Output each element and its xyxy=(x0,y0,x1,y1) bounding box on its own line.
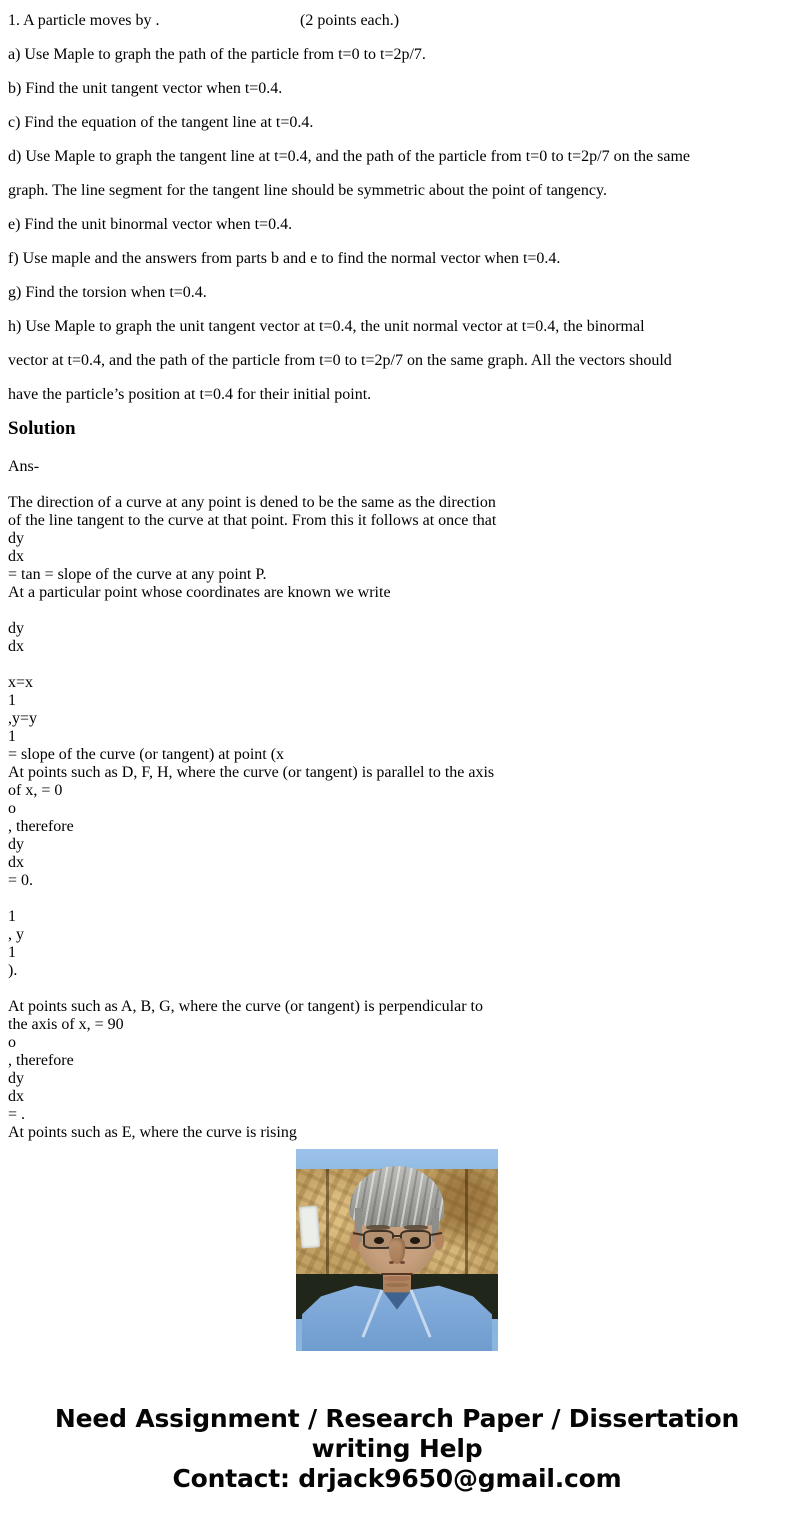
problem-points: (2 points each.) xyxy=(300,12,400,29)
problem-statement xyxy=(8,4,790,412)
solution-heading: Solution xyxy=(8,418,76,439)
solution-line: Ans- xyxy=(8,458,40,475)
solution-line: o xyxy=(8,800,16,817)
promo-footer xyxy=(0,1404,794,1494)
solution-line: 1 xyxy=(8,728,16,745)
problem-line: h) Use Maple to graph the unit tangent vector at t=0.4, the unit normal vector at t=0.4, the binormal xyxy=(8,318,645,335)
wall-groove-right xyxy=(465,1169,468,1286)
solution-line xyxy=(8,890,790,908)
problem-line: b) Find the unit tangent vector when t=0.4. xyxy=(8,80,283,97)
solution-line: the axis of x, = 90 xyxy=(8,1016,124,1033)
solution-line: dx xyxy=(8,1088,24,1105)
solution-line: of the line tangent to the curve at that point. From this it follows at once that xyxy=(8,512,497,529)
solution-line: The direction of a curve at any point is dened to be the same as the direction xyxy=(8,494,496,511)
solution-line: dx xyxy=(8,854,24,871)
solution-line: At points such as A, B, G, where the curve (or tangent) is perpendicular to xyxy=(8,998,483,1015)
solution-line: of x, = 0 xyxy=(8,782,63,799)
problem-line: have the particle’s position at t=0.4 for their initial point. xyxy=(8,386,372,403)
solution-line: dx xyxy=(8,638,24,655)
problem-lines xyxy=(8,38,790,412)
tutor-photo xyxy=(296,1149,498,1351)
solution-line: = . xyxy=(8,1106,26,1123)
solution-line: 1 xyxy=(8,944,16,961)
problem-line: graph. The line segment for the tangent line should be symmetric about the point of tangency. xyxy=(8,182,607,199)
problem-line: c) Find the equation of the tangent line at t=0.4. xyxy=(8,114,314,131)
problem-line: e) Find the unit binormal vector when t=0.4. xyxy=(8,216,293,233)
problem-line: a) Use Maple to graph the path of the particle from t=0 to t=2p/7. xyxy=(8,46,426,63)
problem-line: vector at t=0.4, and the path of the particle from t=0 to t=2p/7 on the same graph. All the vectors should xyxy=(8,352,672,369)
solution-text xyxy=(8,458,790,1141)
problem-line: f) Use maple and the answers from parts b and e to find the normal vector when t=0.4. xyxy=(8,250,561,267)
solution-line: dy xyxy=(8,836,24,853)
solution-line: = slope of the curve (or tangent) at point (x xyxy=(8,746,285,763)
problem-intro: 1. A particle moves by . xyxy=(8,12,160,29)
solution-line: dy xyxy=(8,620,24,637)
solution-line: , therefore xyxy=(8,818,74,835)
solution-line: , y xyxy=(8,926,24,943)
eye-left xyxy=(374,1237,384,1244)
nostril-left xyxy=(389,1261,394,1264)
problem-line: g) Find the torsion when t=0.4. xyxy=(8,284,207,301)
solution-line: x=x xyxy=(8,674,34,691)
solution-line: 1 xyxy=(8,692,16,709)
contact-line: Contact: drjack9650@gmail.com xyxy=(172,1464,622,1493)
solution-line: dy xyxy=(8,1070,24,1087)
wall-groove-left xyxy=(326,1169,329,1286)
wall-switch-plate xyxy=(299,1205,321,1249)
glasses-bridge xyxy=(392,1235,402,1237)
promo-heading-line2: writing Help xyxy=(311,1434,483,1463)
solution-line: , therefore xyxy=(8,1052,74,1069)
solution-line: At points such as E, where the curve is rising xyxy=(8,1124,297,1141)
solution-line: At points such as D, F, H, where the curve (or tangent) is parallel to the axis xyxy=(8,764,495,781)
solution-line xyxy=(8,656,790,674)
solution-line: 1 xyxy=(8,908,16,925)
solution-line xyxy=(8,602,790,620)
solution-line: ,y=y xyxy=(8,710,38,727)
solution-line: ). xyxy=(8,962,18,979)
solution-line: o xyxy=(8,1034,16,1051)
lower-lip xyxy=(384,1276,410,1281)
solution-line: = 0. xyxy=(8,872,34,889)
solution-line: dx xyxy=(8,548,24,565)
problem-first-line xyxy=(8,4,790,38)
problem-line: d) Use Maple to graph the tangent line at t=0.4, and the path of the particle from t=0 to t=2p/7 on the same xyxy=(8,148,690,165)
promo-heading-line1: Need Assignment / Research Paper / Dissertation xyxy=(54,1404,740,1433)
solution-line xyxy=(8,476,790,494)
solution-line xyxy=(8,980,790,998)
solution-line: At a particular point whose coordinates are known we write xyxy=(8,584,391,601)
solution-line: dy xyxy=(8,530,24,547)
solution-line: = tan = slope of the curve at any point P. xyxy=(8,566,267,583)
